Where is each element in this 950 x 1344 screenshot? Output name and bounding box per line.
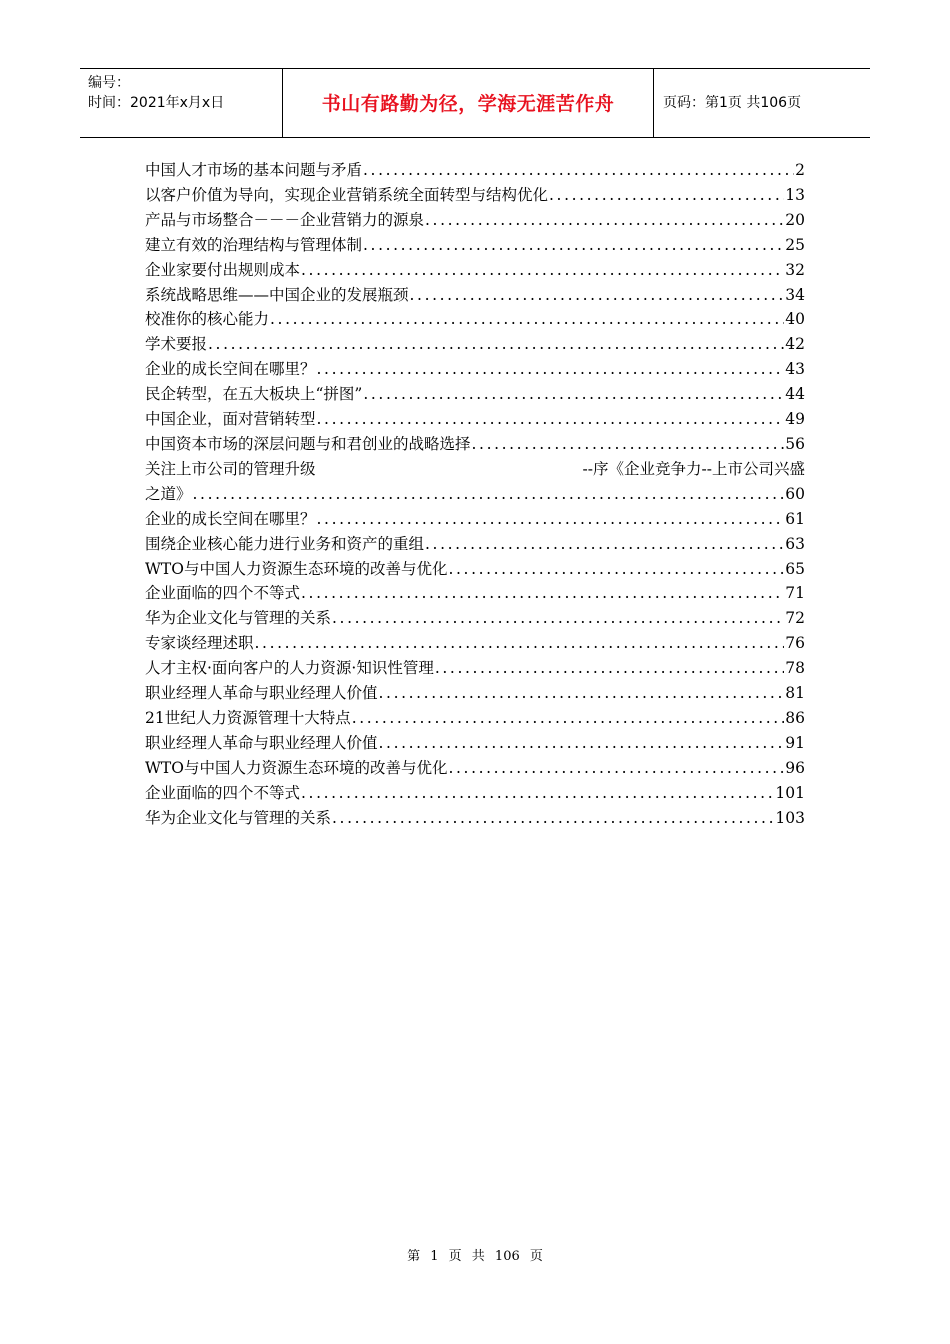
toc-entry[interactable] xyxy=(145,332,805,357)
toc-leader-dots xyxy=(410,283,785,308)
toc-entry-page: 60 xyxy=(785,484,805,503)
toc-leader-dots xyxy=(255,631,785,656)
toc-entry-title: 企业面临的四个不等式 xyxy=(145,783,301,802)
toc-entry[interactable] xyxy=(145,756,805,781)
toc-entry[interactable] xyxy=(145,158,805,183)
toc-entry-page: 96 xyxy=(785,758,805,777)
toc-entry-page: 25 xyxy=(785,235,805,254)
toc-leader-dots xyxy=(301,258,784,283)
toc-entry-page: 2 xyxy=(795,161,805,179)
toc-entry[interactable] xyxy=(145,208,805,233)
toc-entry-title: WTO与中国人力资源生态环境的改善与优化 xyxy=(145,758,448,777)
toc-entry-page: 20 xyxy=(785,210,805,229)
toc-entry[interactable] xyxy=(145,706,805,731)
toc-entry-page: 65 xyxy=(785,559,805,578)
toc-leader-dots xyxy=(193,482,785,507)
toc-entry-page: 91 xyxy=(785,733,805,752)
toc-leader-dots xyxy=(301,781,774,806)
toc-leader-dots xyxy=(363,233,784,258)
toc-entry[interactable] xyxy=(145,532,805,557)
toc-leader-dots xyxy=(435,656,784,681)
toc-leader-dots xyxy=(425,532,784,557)
toc-entry-title: 职业经理人革命与职业经理人价值 xyxy=(145,684,378,703)
toc-entry-page: 72 xyxy=(785,609,805,628)
toc-entry[interactable] xyxy=(145,581,805,606)
toc-entry[interactable] xyxy=(145,507,805,532)
toc-entry-title: 学术要报 xyxy=(145,335,208,354)
toc-leader-dots xyxy=(332,606,784,631)
toc-entry[interactable] xyxy=(145,432,805,457)
header-motto: 书山有路勤为径，学海无涯苦作舟 xyxy=(282,69,654,137)
toc-entry-title: 中国资本市场的深层问题与和君创业的战略选择 xyxy=(145,434,471,453)
toc-leader-dots xyxy=(317,507,785,532)
toc-leader-dots xyxy=(472,432,785,457)
toc-second-group xyxy=(145,507,805,831)
toc-leader-dots xyxy=(332,806,774,831)
toc-leader-dots xyxy=(352,706,785,731)
toc-entry-page: 43 xyxy=(785,360,805,379)
toc-entry-continuation: 之道》 xyxy=(145,484,192,503)
toc-entry[interactable] xyxy=(145,307,805,332)
toc-leader-dots xyxy=(317,407,785,432)
toc-entry-title: 系统战略思维——中国企业的发展瓶颈 xyxy=(145,285,409,304)
toc-entry-page: 56 xyxy=(785,434,805,453)
toc-entry[interactable] xyxy=(145,731,805,756)
toc-entry-title: 企业家要付出规则成本 xyxy=(145,260,301,279)
toc-entry[interactable] xyxy=(145,606,805,631)
toc-entry[interactable] xyxy=(145,233,805,258)
toc-entry-title: 21世纪人力资源管理十大特点 xyxy=(145,708,351,727)
toc-entry-page: 71 xyxy=(785,584,805,603)
document-number-label: 编号： xyxy=(88,75,130,91)
toc-entry-title: WTO与中国人力资源生态环境的改善与优化 xyxy=(145,559,448,578)
toc-leader-dots xyxy=(301,581,784,606)
toc-entry-page: 76 xyxy=(785,634,805,653)
toc-leader-dots xyxy=(549,183,784,208)
toc-entry[interactable] xyxy=(145,183,805,208)
toc-entry[interactable] xyxy=(145,382,805,407)
toc-entry-page: 34 xyxy=(785,285,805,304)
toc-entry[interactable] xyxy=(145,407,805,432)
toc-entry-title: 人才主权·面向客户的人力资源·知识性管理 xyxy=(145,659,434,678)
toc-leader-dots xyxy=(208,332,784,357)
toc-entry[interactable] xyxy=(145,806,805,831)
toc-entry-page: 86 xyxy=(785,708,805,727)
toc-entry-title: 华为企业文化与管理的关系 xyxy=(145,808,332,827)
header-meta xyxy=(80,69,282,137)
toc-entry-title: 关注上市公司的管理升级 xyxy=(145,459,316,478)
table-of-contents xyxy=(145,158,805,830)
toc-entry-title: 围绕企业核心能力进行业务和资产的重组 xyxy=(145,534,425,553)
toc-first-group xyxy=(145,158,805,457)
toc-entry-page: 40 xyxy=(785,310,805,329)
toc-entry-page: 61 xyxy=(785,509,805,528)
toc-entry[interactable] xyxy=(145,781,805,806)
toc-entry[interactable] xyxy=(145,357,805,382)
toc-leader-dots xyxy=(379,681,785,706)
toc-entry-title: 以客户价值为导向，实现企业营销系统全面转型与结构优化 xyxy=(145,185,549,204)
toc-entry-title: 企业面临的四个不等式 xyxy=(145,584,301,603)
toc-entry-page: 63 xyxy=(785,534,805,553)
page-footer: 第 1 页 共 106 页 xyxy=(407,1249,543,1264)
toc-entry[interactable] xyxy=(145,681,805,706)
toc-entry[interactable] xyxy=(145,656,805,681)
toc-leader-dots xyxy=(379,731,785,756)
toc-entry[interactable] xyxy=(145,283,805,308)
toc-entry-subtitle: --序《企业竞争力--上市公司兴盛 xyxy=(582,459,805,478)
toc-entry-page: 101 xyxy=(775,783,805,802)
toc-entry-page: 81 xyxy=(785,684,805,703)
toc-entry-page: 32 xyxy=(785,260,805,279)
toc-entry-title: 华为企业文化与管理的关系 xyxy=(145,609,332,628)
toc-entry-title: 企业的成长空间在哪里？ xyxy=(145,360,316,379)
toc-leader-dots xyxy=(317,357,785,382)
toc-leader-dots xyxy=(448,756,784,781)
toc-leader-dots xyxy=(425,208,784,233)
toc-leader-dots xyxy=(270,307,784,332)
toc-entry-page: 103 xyxy=(775,808,805,827)
toc-leader-dots xyxy=(363,382,784,407)
toc-entry-page: 78 xyxy=(785,659,805,678)
document-date-label: 时间：2021年x月x日 xyxy=(88,95,225,111)
toc-entry[interactable] xyxy=(145,631,805,656)
toc-entry-title: 建立有效的治理结构与管理体制 xyxy=(145,235,363,254)
toc-entry-title: 职业经理人革命与职业经理人价值 xyxy=(145,733,378,752)
toc-entry[interactable] xyxy=(145,557,805,582)
header-page-label: 页码：第1页 共106页 xyxy=(663,95,802,111)
toc-leader-dots xyxy=(363,158,794,183)
toc-entry-title: 中国企业，面对营销转型 xyxy=(145,410,316,429)
toc-entry-wrapped[interactable] xyxy=(145,457,805,507)
toc-entry-title: 校准你的核心能力 xyxy=(145,310,270,329)
toc-entry-page: 13 xyxy=(785,185,805,204)
toc-entry-title: 产品与市场整合－－－企业营销力的源泉 xyxy=(145,210,425,229)
toc-entry-page: 49 xyxy=(785,410,805,429)
toc-entry-title: 企业的成长空间在哪里？ xyxy=(145,509,316,528)
toc-entry[interactable] xyxy=(145,258,805,283)
toc-entry-page: 42 xyxy=(785,335,805,354)
toc-leader-dots xyxy=(448,557,784,582)
toc-entry-page: 44 xyxy=(785,385,805,404)
toc-entry-title: 民企转型，在五大板块上“拼图” xyxy=(145,385,363,404)
toc-entry-title: 中国人才市场的基本问题与矛盾 xyxy=(145,161,363,179)
page-header xyxy=(80,68,870,138)
toc-entry-title: 专家谈经理述职 xyxy=(145,634,254,653)
